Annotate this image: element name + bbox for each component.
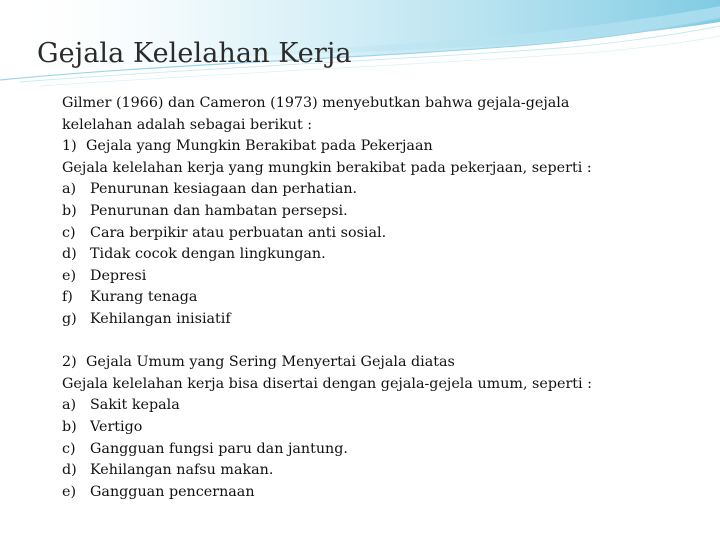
list-item-marker: c) <box>62 440 76 457</box>
list-item-marker: e) <box>62 483 77 500</box>
intro-line-1: Gilmer (1966) dan Cameron (1973) menyebutkan bahwa gejala-gejala <box>62 95 570 111</box>
list-item-marker: f) <box>62 289 73 306</box>
list-item-marker: c) <box>62 224 76 241</box>
list-item-text: Penurunan dan hambatan persepsi. <box>90 202 348 219</box>
list-item-text: Cara berpikir atau perbuatan anti sosial. <box>90 224 387 241</box>
list-item <box>62 244 702 266</box>
section-2-list <box>62 395 702 503</box>
list-item <box>62 439 702 461</box>
list-item-text: Sakit kepala <box>90 397 180 414</box>
section-1-heading <box>62 136 702 158</box>
list-item <box>62 417 702 439</box>
list-item-text: Gangguan pencernaan <box>90 483 255 500</box>
slide-title: Gejala Kelelahan Kerja <box>37 38 352 69</box>
list-item-text: Depresi <box>90 267 147 284</box>
list-item <box>62 223 702 245</box>
section-1-lead: Gejala kelelahan kerja yang mungkin berakibat pada pekerjaan, seperti : <box>62 159 592 176</box>
list-item-marker: b) <box>62 202 77 219</box>
list-item-marker: a) <box>62 397 77 414</box>
list-item <box>62 309 702 331</box>
list-item <box>62 460 702 482</box>
list-item-text: Kehilangan nafsu makan. <box>90 462 274 479</box>
list-item <box>62 395 702 417</box>
list-item-marker: d) <box>62 462 77 479</box>
section-2-heading-text: Gejala Umum yang Sering Menyertai Gejala diatas <box>86 354 455 371</box>
intro-line-2: kelelahan adalah sebagai berikut : <box>62 116 313 133</box>
list-item-text: Gangguan fungsi paru dan jantung. <box>90 440 348 457</box>
list-item-marker: a) <box>62 181 77 198</box>
list-item-marker: g) <box>62 310 77 327</box>
list-item-marker: b) <box>62 418 77 435</box>
list-item-text: Kurang tenaga <box>90 289 198 306</box>
list-item <box>62 266 702 288</box>
section-1-list <box>62 179 702 330</box>
section-2-marker: 2) <box>62 354 77 371</box>
section-2-lead: Gejala kelelahan kerja bisa disertai dengan gejala-gejela umum, seperti : <box>62 375 592 392</box>
list-item <box>62 287 702 309</box>
section-gap <box>62 331 702 353</box>
section-1-marker: 1) <box>62 138 77 155</box>
list-item <box>62 482 702 504</box>
section-1-heading-text: Gejala yang Mungkin Berakibat pada Pekerjaan <box>86 138 433 155</box>
list-item <box>62 179 702 201</box>
list-item-text: Vertigo <box>90 418 143 435</box>
section-2-heading <box>62 352 702 374</box>
list-item-text: Kehilangan inisiatif <box>90 310 231 327</box>
list-item <box>62 201 702 223</box>
list-item-marker: d) <box>62 246 77 263</box>
slide-body <box>62 93 702 503</box>
list-item-text: Penurunan kesiagaan dan perhatian. <box>90 181 358 198</box>
list-item-marker: e) <box>62 267 77 284</box>
list-item-text: Tidak cocok dengan lingkungan. <box>90 246 326 263</box>
